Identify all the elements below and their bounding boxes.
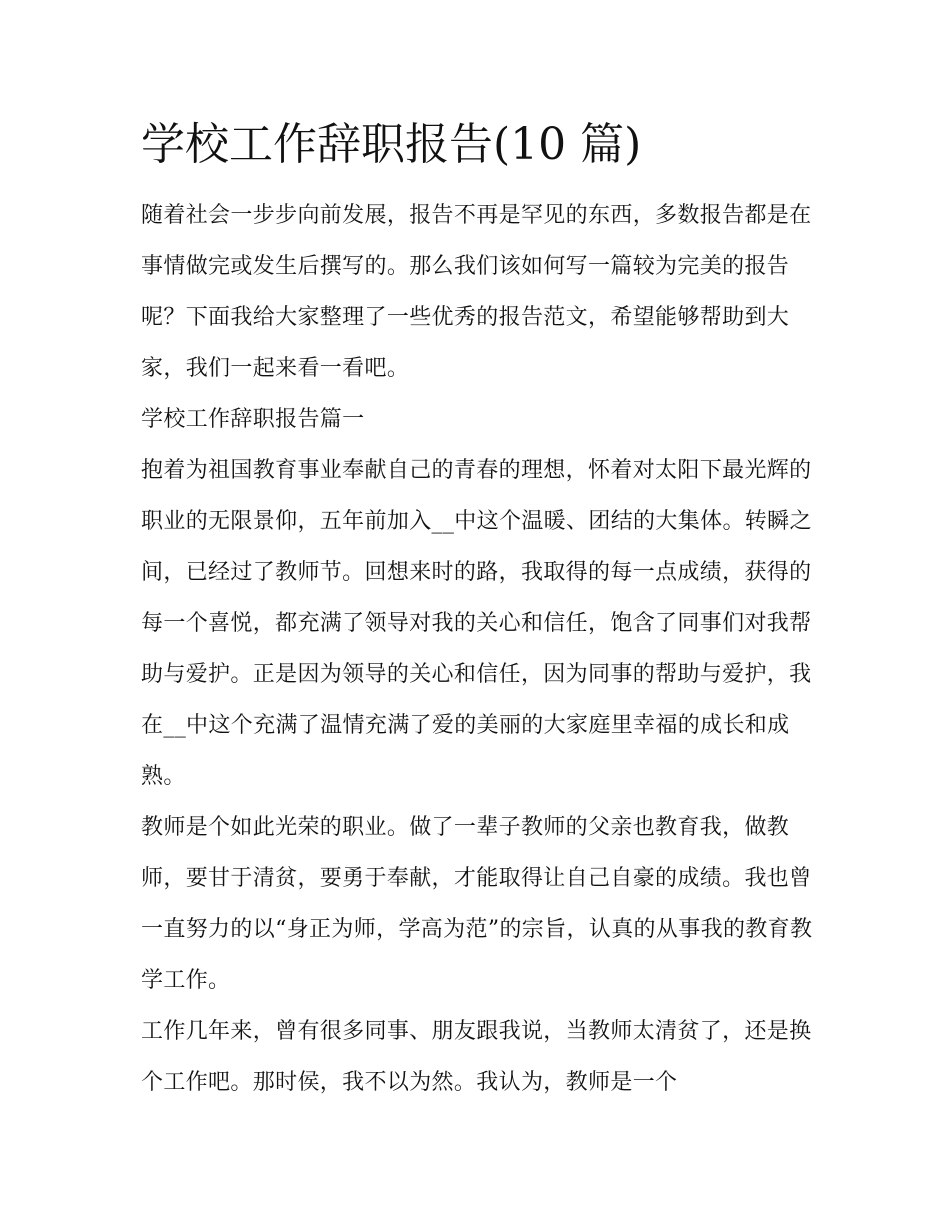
document-title: 学校工作辞职报告(10 篇): [141, 119, 642, 170]
body-paragraph-2: 教师是个如此光荣的职业。做了一辈子教师的父亲也教育我，做教师，要甘于清贫，要勇于奉献，才能取得让自己自豪的成绩。我也曾一直努力的以“身正为师，学高为范”的宗旨，认真的从事我的教育教学工作。: [141, 815, 813, 993]
document-page: [141, 112, 813, 1108]
intro-paragraph: 随着社会一步步向前发展，报告不再是罕见的东西，多数报告都是在事情做完或发生后撰写的。那么我们该如何写一篇较为完美的报告呢？下面我给大家整理了一些优秀的报告范文，希望能够帮助到大家，我们一起来看一看吧。: [141, 203, 812, 381]
section-heading: 学校工作辞职报告篇一: [141, 407, 365, 432]
body-paragraph-1: 抱着为祖国教育事业奉献自己的青春的理想，怀着对太阳下最光辉的职业的无限景仰，五年前加入__中这个温暖、团结的大集体。转瞬之间，已经过了教师节。回想来时的路，我取得的每一点成绩，获得的每一个喜悦，都充满了领导对我的关心和信任，饱含了同事们对我帮助与爱护。正是因为领导的关心和信任，因为同事的帮助与爱护，我在__中这个充满了温情充满了爱的美丽的大家庭里幸福的成长和成熟。: [141, 458, 812, 789]
body-paragraph-3: 工作几年来，曾有很多同事、朋友跟我说，当教师太清贫了，还是换个工作吧。那时侯，我不以为然。我认为，教师是一个: [141, 1019, 812, 1095]
